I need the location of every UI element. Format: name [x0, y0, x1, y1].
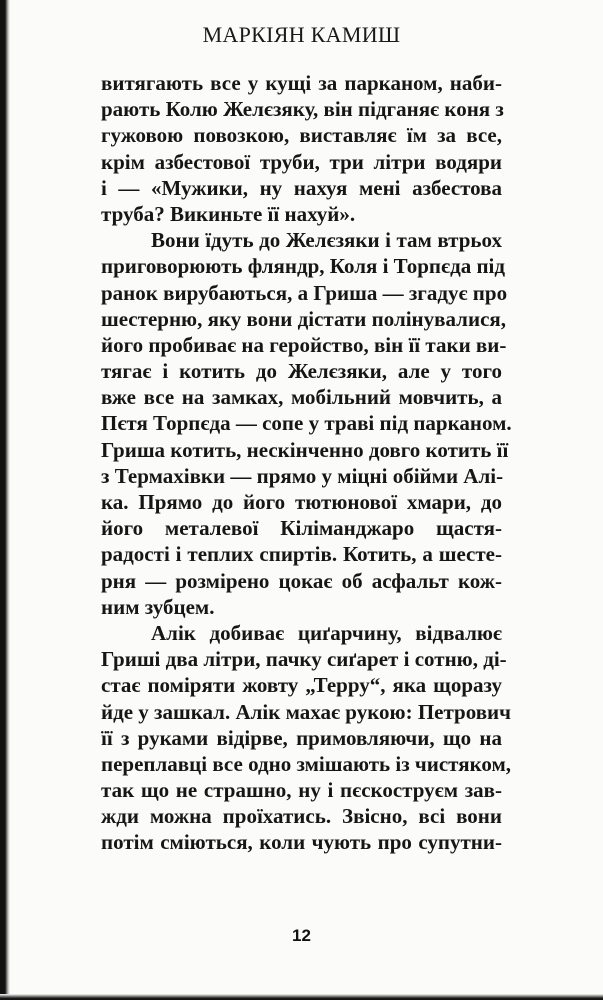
text-line: труба? Викиньте її нахуй». [101, 201, 356, 226]
text-line: його пробиває на геройство, він її таки ви- [101, 332, 507, 357]
running-header: МАРКІЯН КАМИШ [202, 22, 401, 47]
text-line: Вони їдуть до Желєзяки і там втрьох [151, 228, 502, 253]
text-line: Гриша котить, нескінченно довго котить її [101, 437, 509, 462]
text-line: стає поміряти жовту „Терру“, яка щоразу [101, 673, 502, 698]
text-line: ранок вирубаються, а Гриша — згадує про [101, 280, 508, 305]
text-line: радості і теплих спиртів. Котить, а шесте- [101, 542, 502, 567]
body-text [101, 70, 512, 856]
text-line: переплавці все одно змішають із чистяком, [101, 751, 512, 776]
text-line: потім сміються, коли чують про супутни- [101, 830, 502, 855]
text-line: Гриші два літри, пачку сиґарет і сотню, ді- [101, 647, 507, 672]
text-line: рня — розмірено цокає об асфальт кож- [101, 568, 502, 593]
text-line: приговорюють фляндр, Коля і Торпєда під [101, 254, 506, 279]
text-line: жди можна проїхатись. Звісно, всі вони [101, 804, 502, 829]
text-line: і — «Мужики, ну нахуя мені азбестова [101, 175, 502, 200]
text-line: Пєтя Торпєда — сопе у траві під парканом. [101, 411, 512, 436]
text-line: витягають все у кущі за парканом, наби- [101, 71, 502, 95]
text-line: з Термахівки — прямо у міцні обійми Алі- [101, 463, 504, 488]
text-line: ним зубцем. [101, 594, 215, 619]
page-number: 12 [292, 926, 311, 945]
text-line: ка. Прямо до його тютюнової хмари, до [101, 490, 502, 514]
text-line: Алік добиває циґарчину, відвалює [151, 620, 502, 645]
text-line: вже все на замках, мобільний мовчить, а [101, 385, 502, 410]
text-line: рають Колю Желєзяку, він підганяє коня з [101, 97, 504, 122]
text-line: її з руками відірве, примовляючи, що на [101, 725, 502, 750]
text-line: йде у зашкал. Алік махає рукою: Петрович [101, 699, 511, 724]
text-line: тягає і котить до Желєзяки, але у того [101, 359, 502, 384]
text-line: його металевої Кіліманджаро щастя- [101, 516, 502, 541]
text-line: шестерню, яку вони дістати полінувалися, [101, 306, 506, 331]
text-line: так що не страшно, ну і пєскоструєм зав- [101, 778, 502, 803]
text-line: крім азбестової труби, три літри водяри [101, 149, 502, 174]
text-line: гужовою повозкою, виставляє їм за все, [101, 123, 502, 148]
